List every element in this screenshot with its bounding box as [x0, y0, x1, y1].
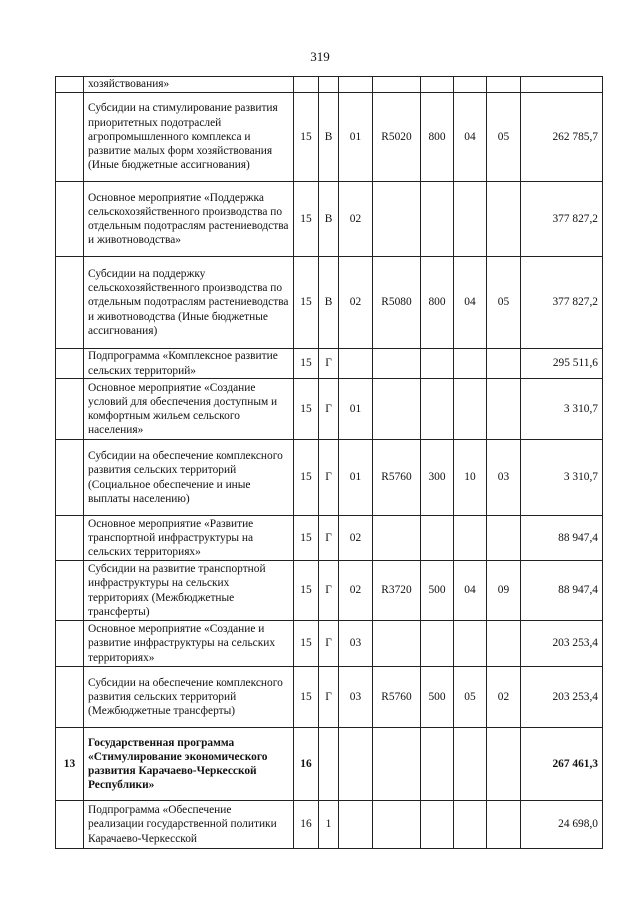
event-code-cell: 01	[339, 440, 373, 516]
item-name-cell: Субсидии на поддержку сельскохозяйственного производства по отдельным подотраслям растениеводства и животноводства (Иные бюджетные ассигнования)	[84, 257, 294, 349]
expense-type-cell: 300	[421, 440, 454, 516]
event-code-cell	[339, 801, 373, 849]
expense-type-cell	[421, 801, 454, 849]
subsection-cell: 09	[487, 561, 521, 621]
row-number-cell	[56, 182, 84, 257]
subsection-cell: 05	[487, 257, 521, 349]
subsection-cell	[487, 379, 521, 440]
row-number-cell	[56, 379, 84, 440]
table-row	[56, 182, 603, 257]
table-row	[56, 801, 603, 849]
program-code-cell: 15	[294, 257, 319, 349]
page-number: 319	[310, 49, 330, 64]
event-code-cell	[339, 728, 373, 801]
expense-type-cell: 500	[421, 561, 454, 621]
table-row	[56, 621, 603, 667]
subsection-cell	[487, 728, 521, 801]
item-name-cell: Основное мероприятие «Создание и развитие инфраструктуры на сельских территориях»	[84, 621, 294, 667]
table-row	[56, 379, 603, 440]
item-name-cell: Субсидии на обеспечение комплексного развития сельских территорий (Межбюджетные трансферты)	[84, 667, 294, 728]
subsection-cell	[487, 77, 521, 93]
amount-cell: 3 310,7	[521, 440, 603, 516]
expense-type-cell	[421, 728, 454, 801]
expense-type-cell	[421, 621, 454, 667]
amount-cell: 377 827,2	[521, 257, 603, 349]
section-cell	[454, 379, 487, 440]
row-number-cell	[56, 621, 84, 667]
program-code-cell: 16	[294, 728, 319, 801]
section-cell	[454, 621, 487, 667]
section-cell	[454, 516, 487, 561]
event-code-cell: 01	[339, 379, 373, 440]
program-code-cell: 15	[294, 349, 319, 379]
program-code-cell: 15	[294, 516, 319, 561]
row-number-cell	[56, 349, 84, 379]
amount-cell: 88 947,4	[521, 561, 603, 621]
item-name-cell: Основное мероприятие «Создание условий для обеспечения доступным и комфортным жильем сельского населения»	[84, 379, 294, 440]
direction-code-cell: R3720	[373, 561, 421, 621]
event-code-cell: 02	[339, 182, 373, 257]
row-number-cell: 13	[56, 728, 84, 801]
subsection-cell: 05	[487, 93, 521, 182]
subprogram-code-cell: Г	[319, 440, 339, 516]
subprogram-code-cell: Г	[319, 667, 339, 728]
item-name-cell: Государственная программа «Стимулирование экономического развития Карачаево-Черкесской Республики»	[84, 728, 294, 801]
event-code-cell	[339, 77, 373, 93]
section-cell	[454, 801, 487, 849]
row-number-cell	[56, 93, 84, 182]
item-name-cell: хозяйствования»	[84, 77, 294, 93]
table-row	[56, 667, 603, 728]
table-row	[56, 257, 603, 349]
expense-type-cell	[421, 349, 454, 379]
subsection-cell	[487, 182, 521, 257]
event-code-cell: 03	[339, 667, 373, 728]
amount-cell: 267 461,3	[521, 728, 603, 801]
table-row	[56, 728, 603, 801]
event-code-cell: 02	[339, 561, 373, 621]
subprogram-code-cell: В	[319, 257, 339, 349]
section-cell: 05	[454, 667, 487, 728]
direction-code-cell	[373, 801, 421, 849]
table-row	[56, 349, 603, 379]
row-number-cell	[56, 561, 84, 621]
expense-type-cell	[421, 77, 454, 93]
section-cell	[454, 349, 487, 379]
amount-cell: 203 253,4	[521, 667, 603, 728]
program-code-cell: 15	[294, 621, 319, 667]
program-code-cell: 16	[294, 801, 319, 849]
item-name-cell: Основное мероприятие «Поддержка сельскохозяйственного производства по отдельным подотраслям растениеводства и животноводства»	[84, 182, 294, 257]
amount-cell: 377 827,2	[521, 182, 603, 257]
subprogram-code-cell	[319, 728, 339, 801]
item-name-cell: Подпрограмма «Обеспечение реализации государственной политики Карачаево-Черкесской	[84, 801, 294, 849]
table-body	[56, 77, 603, 849]
direction-code-cell	[373, 516, 421, 561]
program-code-cell: 15	[294, 440, 319, 516]
subprogram-code-cell: Г	[319, 349, 339, 379]
row-number-cell	[56, 801, 84, 849]
amount-cell: 24 698,0	[521, 801, 603, 849]
row-number-cell	[56, 257, 84, 349]
item-name-cell: Подпрограмма «Комплексное развитие сельских территорий»	[84, 349, 294, 379]
expense-type-cell: 800	[421, 257, 454, 349]
section-cell	[454, 182, 487, 257]
program-code-cell: 15	[294, 561, 319, 621]
expense-type-cell: 800	[421, 93, 454, 182]
direction-code-cell	[373, 379, 421, 440]
event-code-cell: 01	[339, 93, 373, 182]
event-code-cell: 02	[339, 257, 373, 349]
row-number-cell	[56, 667, 84, 728]
table-row	[56, 440, 603, 516]
table-row	[56, 516, 603, 561]
table-row	[56, 561, 603, 621]
budget-table	[55, 76, 603, 849]
section-cell	[454, 77, 487, 93]
section-cell	[454, 728, 487, 801]
row-number-cell	[56, 516, 84, 561]
item-name-cell: Субсидии на обеспечение комплексного развития сельских территорий (Социальное обеспечение и иные выплаты населению)	[84, 440, 294, 516]
program-code-cell: 15	[294, 379, 319, 440]
expense-type-cell	[421, 516, 454, 561]
program-code-cell	[294, 77, 319, 93]
subsection-cell: 02	[487, 667, 521, 728]
subprogram-code-cell: 1	[319, 801, 339, 849]
subsection-cell: 03	[487, 440, 521, 516]
direction-code-cell: R5760	[373, 667, 421, 728]
subprogram-code-cell: В	[319, 93, 339, 182]
subsection-cell	[487, 516, 521, 561]
amount-cell	[521, 77, 603, 93]
program-code-cell: 15	[294, 182, 319, 257]
row-number-cell	[56, 440, 84, 516]
section-cell: 10	[454, 440, 487, 516]
subprogram-code-cell: Г	[319, 561, 339, 621]
direction-code-cell	[373, 77, 421, 93]
expense-type-cell	[421, 379, 454, 440]
subprogram-code-cell	[319, 77, 339, 93]
direction-code-cell	[373, 728, 421, 801]
amount-cell: 295 511,6	[521, 349, 603, 379]
table-row	[56, 93, 603, 182]
event-code-cell: 02	[339, 516, 373, 561]
program-code-cell: 15	[294, 667, 319, 728]
direction-code-cell	[373, 621, 421, 667]
subsection-cell	[487, 621, 521, 667]
subsection-cell	[487, 801, 521, 849]
expense-type-cell: 500	[421, 667, 454, 728]
event-code-cell: 03	[339, 621, 373, 667]
item-name-cell: Субсидии на развитие транспортной инфраструктуры на сельских территориях (Межбюджетные трансферты)	[84, 561, 294, 621]
subprogram-code-cell: Г	[319, 516, 339, 561]
section-cell: 04	[454, 257, 487, 349]
program-code-cell: 15	[294, 93, 319, 182]
section-cell: 04	[454, 561, 487, 621]
amount-cell: 203 253,4	[521, 621, 603, 667]
expense-type-cell	[421, 182, 454, 257]
amount-cell: 88 947,4	[521, 516, 603, 561]
subsection-cell	[487, 349, 521, 379]
direction-code-cell: R5760	[373, 440, 421, 516]
item-name-cell: Основное мероприятие «Развитие транспортной инфраструктуры на сельских территориях»	[84, 516, 294, 561]
direction-code-cell	[373, 182, 421, 257]
subprogram-code-cell: В	[319, 182, 339, 257]
amount-cell: 262 785,7	[521, 93, 603, 182]
table-row	[56, 77, 603, 93]
direction-code-cell	[373, 349, 421, 379]
subprogram-code-cell: Г	[319, 379, 339, 440]
direction-code-cell: R5020	[373, 93, 421, 182]
direction-code-cell: R5080	[373, 257, 421, 349]
item-name-cell: Субсидии на стимулирование развития приоритетных подотраслей агропромышленного комплекса и развитие малых форм хозяйствования (Иные бюджетные ассигнования)	[84, 93, 294, 182]
event-code-cell	[339, 349, 373, 379]
amount-cell: 3 310,7	[521, 379, 603, 440]
row-number-cell	[56, 77, 84, 93]
subprogram-code-cell: Г	[319, 621, 339, 667]
section-cell: 04	[454, 93, 487, 182]
